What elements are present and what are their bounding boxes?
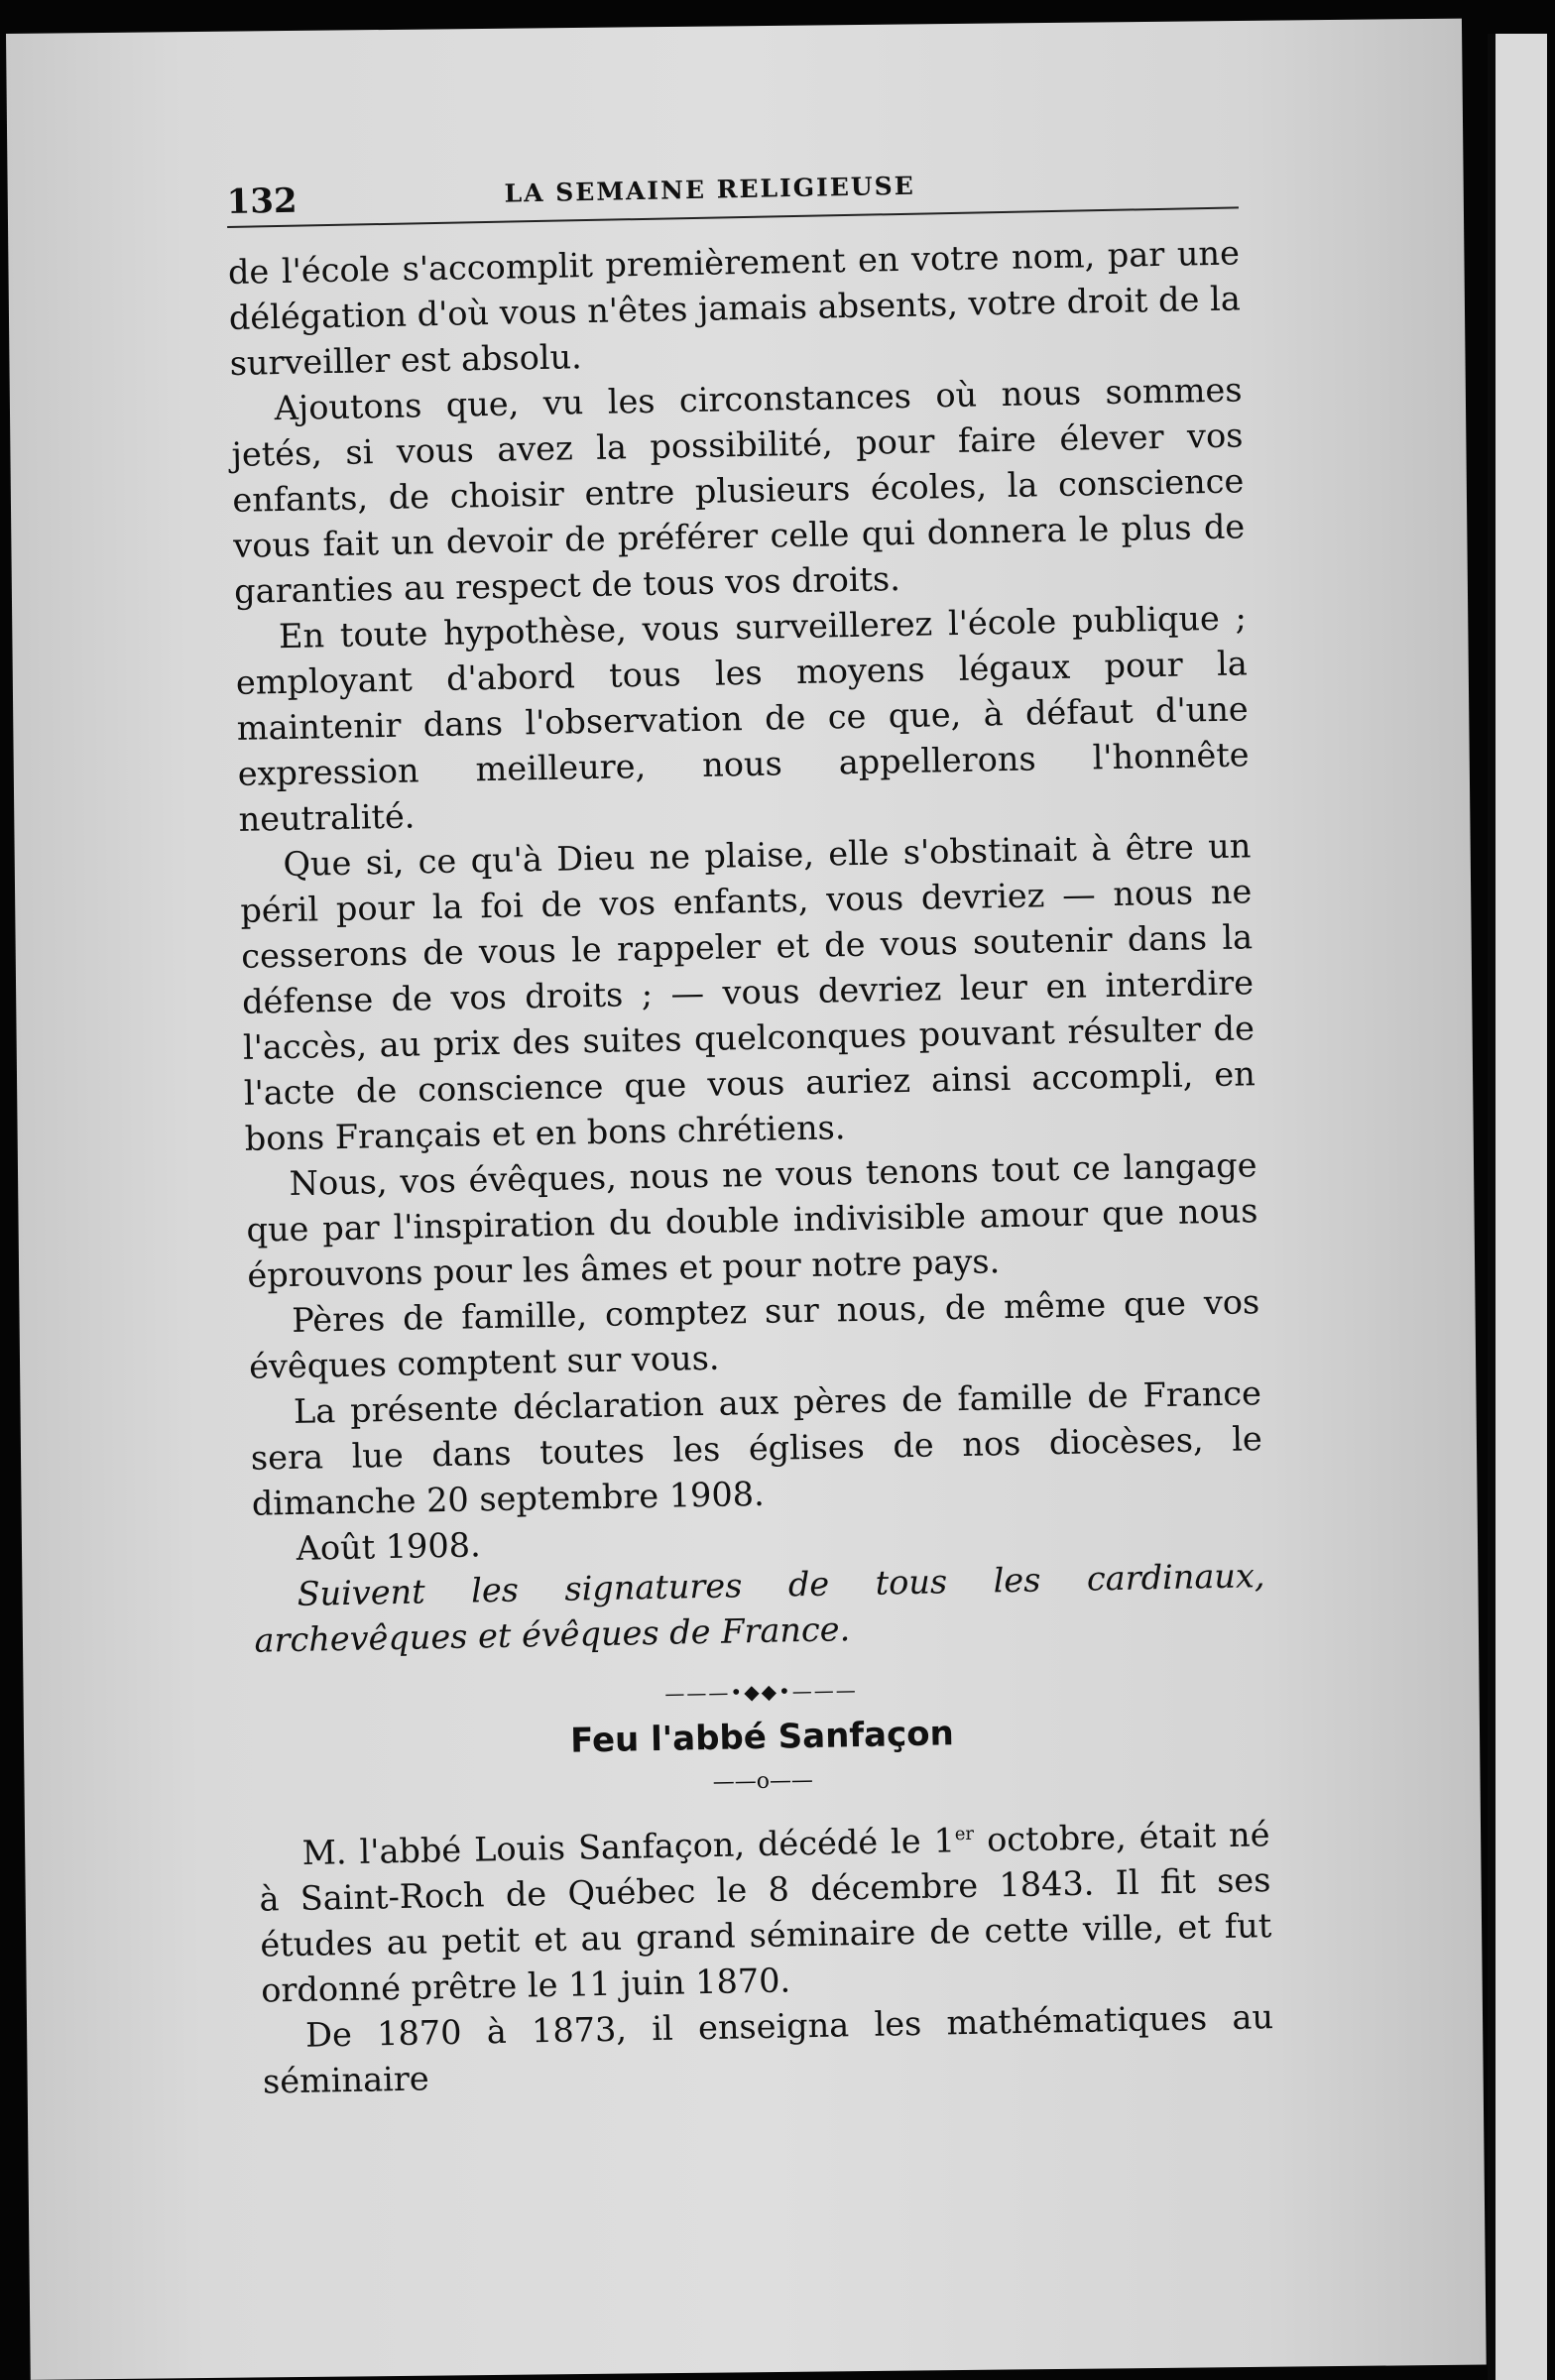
publication-title: LA SEMAINE RELIGIEUSE — [504, 171, 916, 208]
paragraph-fathers: Pères de famille, comptez sur nous, de même que vos évêques comptent sur vous. — [248, 1282, 1260, 1386]
adjacent-page-edge — [1488, 34, 1547, 2380]
obituary-paragraph-1 — [258, 1806, 1272, 2014]
paragraph-public-school: En toute hypothèse, vous surveillerez l'école publique ; employant d'abord tous les moyens légaux pour la maintenir dans l'observation de ce que, à défaut d'une expression meilleure, nous appellerons l'honnête neutralité. — [235, 598, 1250, 839]
page-content — [226, 149, 1274, 2104]
paragraph-choice-of-schools: Ajoutons que, vu les circonstances où nous sommes jetés, si vous avez la possibilité, pour faire élever vos enfants, de choisir entre plusieurs écoles, la conscience vous fait un devoir de préférer celle qui donnera le plus de garanties au respect de tous vos droits. — [231, 370, 1246, 611]
date-line: Août 1908. — [296, 1525, 482, 1568]
page-number: 132 — [226, 180, 299, 222]
ordinal-superscript: er — [954, 1823, 975, 1845]
paragraph-continuation: de l'école s'accomplit premièrement en votre nom, par une délégation d'où vous n'êtes jamais absents, votre droit de la surveiller est absolu. — [227, 233, 1242, 383]
obituary-paragraph-2: De 1870 à 1873, il enseigna les mathématiques au séminaire — [262, 1997, 1274, 2101]
section-divider-ornament: ———•◆◆•——— — [664, 1678, 858, 1706]
signatures-note: Suivent les signatures de tous les cardinaux, archevêques et évêques de France. — [254, 1556, 1265, 1660]
section-title: Feu l'abbé Sanfaçon — [569, 1714, 955, 1761]
title-ornament: ——o—— — [712, 1767, 814, 1795]
paragraph-peril: Que si, ce qu'à Dieu ne plaise, elle s'obstinait à être un péril pour la foi de vos enfants, vous devriez — nous ne cesserons de vous le rappeler et de vous soutenir dans la défense de vos droits ; — vous devriez leur en interdire l'accès, au prix des suites quelconques pouvant résulter de l'acte de conscience que vous auriez ainsi accompli, en bons Français et en bons chrétiens. — [239, 826, 1256, 1158]
paragraph-declaration: La présente déclaration aux pères de famille de France sera lue dans toutes les églises de nos diocèses, le dimanche 20 septembre 1908. — [250, 1373, 1263, 1523]
obituary-text-start: M. l'abbé Louis Sanfaçon, décédé le 1 — [301, 1821, 956, 1872]
paragraph-bishops: Nous, vos évêques, nous ne vous tenons tout ce langage que par l'inspiration du double indivisible amour que nous éprouvons pour les âmes et pour notre pays. — [246, 1145, 1258, 1295]
obituary-text-rest: octobre, était né à Saint-Roch de Québec le 8 décembre 1843. Il fit ses études au petit et au grand séminaire de cette ville, et fut ordonné prêtre le 11 juin 1870. — [259, 1815, 1272, 2010]
